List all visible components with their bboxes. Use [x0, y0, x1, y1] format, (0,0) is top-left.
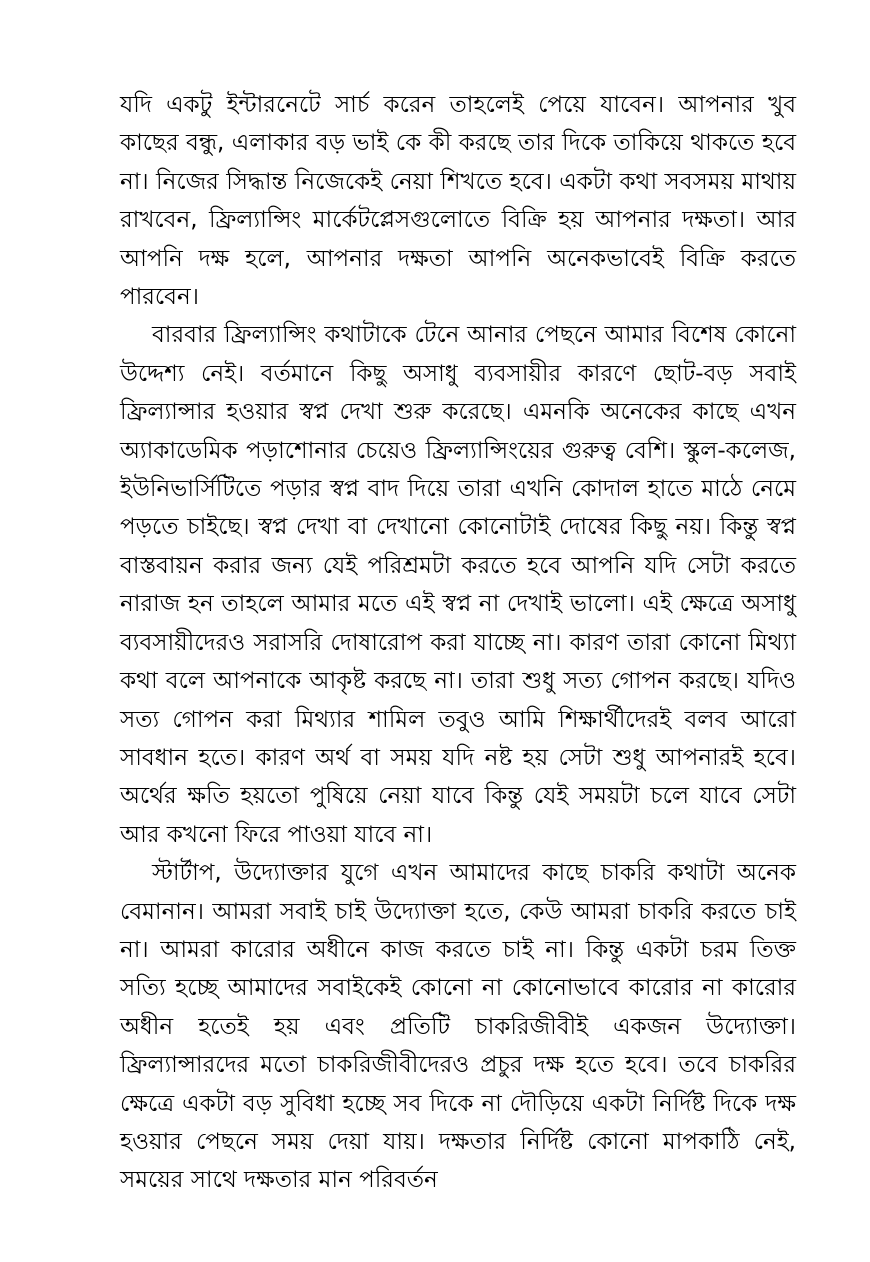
paragraph-2: বারবার ফ্রিল্যান্সিং কথাটাকে টেনে আনার পেছনে আমার বিশেষ কোনো উদ্দেশ্য নেই। বর্তমানে কিছু অসাধু ব্যবসায়ীর কারণে ছোট-বড় সবাই ফ্রিল্যান্সার হওয়ার স্বপ্ন দেখা শুরু করেছে। এমনকি অনেকের কাছে এখন অ্যাকাডেমিক পড়াশোনার চেয়েও ফ্রিল্যান্সিংয়ের গুরুত্ব বেশি। স্কুল-কলেজ, ইউনিভার্সিটিতে পড়ার স্বপ্ন বাদ দিয়ে তারা এখনি কোদাল হাতে মাঠে নেমে পড়তে চাইছে। স্বপ্ন দেখা বা দেখানো কোনোটাই দোষের কিছু নয়। কিন্তু স্বপ্ন বাস্তবায়ন করার জন্য যেই পরিশ্রমটা করতে হবে আপনি যদি সেটা করতে নারাজ হন তাহলে আমার মতে এই স্বপ্ন না দেখাই ভালো। এই ক্ষেত্রে অসাধু ব্যবসায়ীদেরও সরাসরি দোষারোপ করা যাচ্ছে না। কারণ তারা কোনো মিথ্যা কথা বলে আপনাকে আকৃষ্ট করছে না। তারা শুধু সত্য গোপন করছে। যদিও সত্য গোপন করা মিথ্যার শামিল তবুও আমি শিক্ষার্থীদেরই বলব আরো সাবধান হতে। কারণ অর্থ বা সময় যদি নষ্ট হয় সেটা শুধু আপনারই হবে। অর্থের ক্ষতি হয়তো পুষিয়ে নেয়া যাবে কিন্তু যেই সময়টা চলে যাবে সেটা আর কখনো ফিরে পাওয়া যাবে না। [120, 322, 796, 848]
body-text [120, 86, 796, 1200]
paragraph-1: যদি একটু ইন্টারনেটে সার্চ করেন তাহলেই পেয়ে যাবেন। আপনার খুব কাছের বন্ধু, এলাকার বড় ভাই কে কী করছে তার দিকে তাকিয়ে থাকতে হবে না। নিজের সিদ্ধান্ত নিজেকেই নেয়া শিখতে হবে। একটা কথা সবসময় মাথায় রাখবেন, ফ্রিল্যান্সিং মার্কেটপ্লেসগুলোতে বিক্রি হয় আপনার দক্ষতা। আর আপনি দক্ষ হলে, আপনার দক্ষতা আপনি অনেকভাবেই বিক্রি করতে পারবেন। [120, 92, 796, 311]
paragraph-3: স্টার্টাপ, উদ্যোক্তার যুগে এখন আমাদের কাছে চাকরি কথাটা অনেক বেমানান। আমরা সবাই চাই উদ্যোক্তা হতে, কেউ আমরা চাকরি করতে চাই না। আমরা কারোর অধীনে কাজ করতে চাই না। কিন্তু একটা চরম তিক্ত সত্যি হচ্ছে আমাদের সবাইকেই কোনো না কোনোভাবে কারোর না কারোর অধীন হতেই হয় এবং প্রতিটি চাকরিজীবীই একজন উদ্যোক্তা। ফ্রিল্যান্সারদের মতো চাকরিজীবীদেরও প্রচুর দক্ষ হতে হবে। তবে চাকরির ক্ষেত্রে একটা বড় সুবিধা হচ্ছে সব দিকে না দৌড়িয়ে একটা নির্দিষ্ট দিকে দক্ষ হওয়ার পেছনে সময় দেয়া যায়। দক্ষতার নির্দিষ্ট কোনো মাপকাঠি নেই, সময়ের সাথে দক্ষতার মান পরিবর্তন [120, 860, 796, 1194]
